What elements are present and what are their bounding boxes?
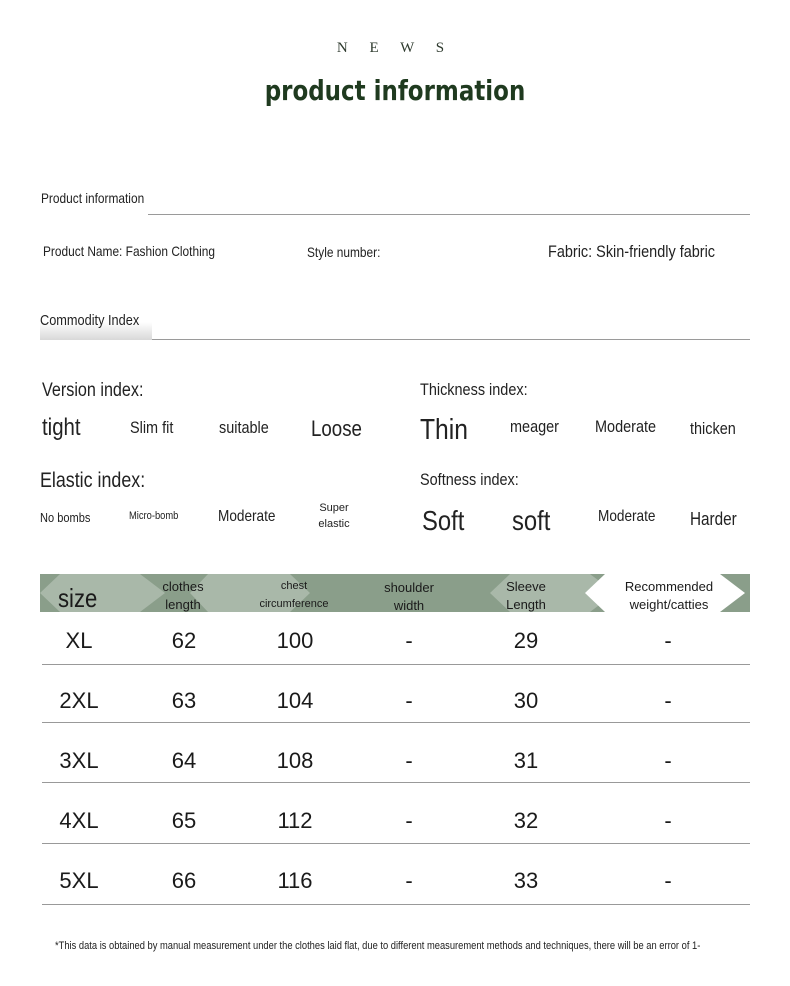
footnote: *This data is obtained by manual measurement under the clothes laid flat, due to different measurement methods and techniques, there will be an error of 1-: [55, 940, 701, 952]
product-name: Product Name: Fashion Clothing: [43, 243, 215, 259]
table-cell: 116: [277, 868, 313, 893]
elastic-option-line: Super: [319, 502, 349, 514]
page-title: product information: [264, 74, 526, 107]
table-cell: 29: [513, 628, 539, 653]
header-line: length: [165, 597, 201, 612]
table-cell: 63: [171, 688, 197, 713]
table-cell: 30: [513, 688, 539, 713]
header-line: circumference: [259, 598, 329, 610]
table-cell: 2XL: [59, 688, 99, 713]
header-line: Length: [506, 597, 546, 612]
style-number: Style number:: [307, 244, 381, 260]
header-line: weight/catties: [629, 597, 709, 612]
table-cell: 33: [513, 868, 539, 893]
table-cell: 5XL: [59, 868, 99, 893]
table-cell: 66: [171, 868, 197, 893]
table-cell: -: [664, 868, 672, 893]
elastic-option: Micro-bomb: [129, 510, 179, 522]
version-option: Loose: [311, 416, 362, 441]
table-cell: -: [405, 688, 413, 713]
fabric: Fabric: Skin-friendly fabric: [548, 242, 716, 261]
thickness-option: Thin: [420, 414, 468, 446]
header-line: Recommended: [624, 579, 714, 594]
elastic-option: [318, 500, 350, 532]
softness-option: Moderate: [598, 508, 656, 525]
softness-index-label: Softness index:: [420, 470, 519, 489]
header-chest-circumference: [250, 577, 338, 613]
elastic-option: Moderate: [218, 508, 276, 525]
row-divider: [42, 722, 750, 723]
news-kicker: N E W S: [336, 40, 454, 56]
thickness-option: meager: [510, 417, 559, 436]
table-cell: -: [664, 748, 672, 773]
divider: [148, 214, 750, 215]
table-cell: 64: [171, 748, 197, 773]
elastic-option: No bombs: [40, 510, 91, 525]
divider: [152, 339, 750, 340]
thickness-option: thicken: [690, 419, 736, 438]
table-cell: -: [405, 628, 413, 653]
row-divider: [42, 664, 750, 665]
table-cell: 108: [276, 748, 314, 773]
table-cell: 100: [276, 628, 314, 653]
version-option: tight: [42, 414, 81, 441]
table-cell: -: [664, 808, 672, 833]
elastic-option-line: elastic: [318, 518, 350, 530]
table-cell: 31: [513, 748, 539, 773]
version-option: Slim fit: [130, 418, 174, 437]
thickness-option: Moderate: [595, 417, 657, 436]
header-size: size: [58, 583, 98, 613]
header-shoulder-width: [376, 579, 442, 615]
thickness-index-label: Thickness index:: [420, 380, 528, 399]
header-clothes-length: [150, 578, 216, 614]
header-line: chest: [280, 580, 308, 592]
table-cell: XL: [65, 628, 93, 653]
table-cell: 4XL: [59, 808, 99, 833]
table-cell: -: [664, 628, 672, 653]
table-cell: -: [405, 748, 413, 773]
row-divider: [42, 843, 750, 844]
header-sleeve-length: [494, 578, 558, 614]
row-divider: [42, 904, 750, 905]
table-cell: 32: [513, 808, 539, 833]
softness-option: soft: [512, 505, 551, 536]
header-line: Sleeve: [506, 579, 546, 594]
version-option: suitable: [219, 418, 269, 437]
table-cell: 3XL: [59, 748, 99, 773]
commodity-index-label: Commodity Index: [40, 312, 140, 329]
softness-option: Soft: [422, 505, 465, 536]
row-divider: [42, 782, 750, 783]
header-recommended-weight: [612, 578, 726, 614]
table-cell: -: [405, 868, 413, 893]
product-info-label: Product information: [41, 190, 145, 206]
table-cell: -: [405, 808, 413, 833]
header-line: width: [393, 598, 425, 613]
table-cell: 62: [171, 628, 197, 653]
table-cell: 65: [171, 808, 197, 833]
header-line: clothes: [162, 579, 204, 594]
softness-option: Harder: [690, 509, 737, 529]
table-cell: 112: [277, 808, 313, 833]
header-line: shoulder: [384, 580, 434, 595]
table-cell: -: [664, 688, 672, 713]
elastic-index-label: Elastic index:: [40, 469, 146, 492]
table-cell: 104: [276, 688, 314, 713]
version-index-label: Version index:: [42, 380, 144, 401]
